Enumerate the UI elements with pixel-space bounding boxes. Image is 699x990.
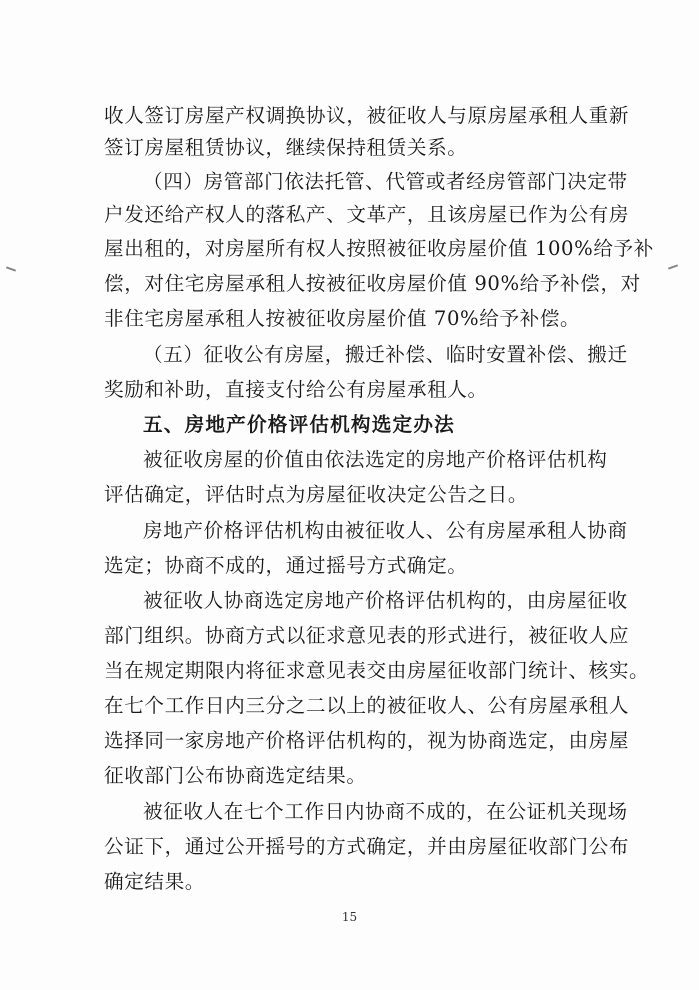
text-line: 奖励和补助，直接支付给公有房屋承租人。	[104, 378, 488, 401]
text-line: 征收部门公布协商选定结果。	[104, 764, 367, 787]
text-line: 部门组织。协商方式以征求意见表的形式进行，被征收人应	[104, 624, 630, 647]
text-line: 房地产价格评估机构由被征收人、公有房屋承租人协商	[143, 519, 628, 542]
text-line: 偿，对住宅房屋承租人按被征收房屋价值 90%给予补偿，对	[104, 272, 641, 295]
text-line: 选定；协商不成的，通过摇号方式确定。	[104, 554, 468, 577]
scan-mark	[6, 266, 16, 271]
text-line: 被征收人协商选定房地产价格评估机构的，由房屋征收	[143, 589, 628, 612]
text-line: 选择同一家房地产价格评估机构的，视为协商选定，由房屋	[104, 729, 630, 752]
text-line: 签订房屋租赁协议，继续保持租赁关系。	[104, 136, 468, 159]
section-heading: 五、房地产价格评估机构选定办法	[143, 413, 455, 436]
text-line: （四）房管部门依法托管、代管或者经房管部门决定带	[143, 170, 628, 193]
text-line: 户发还给产权人的落私产、文革产，且该房屋已作为公有房	[104, 203, 630, 226]
text-line: 当在规定期限内将征求意见表交由房屋征收部门统计、核实。	[104, 659, 650, 682]
text-line: 被征收房屋的价值由依法选定的房地产价格评估机构	[143, 448, 608, 471]
text-line: 确定结果。	[104, 870, 205, 893]
scan-mark	[668, 264, 678, 269]
text-line: 公证下，通过公开摇号的方式确定，并由房屋征收部门公布	[104, 835, 630, 858]
text-line: 评估确定，评估时点为房屋征收决定公告之日。	[104, 483, 529, 506]
text-line: 非住宅房屋承租人按被征收房屋价值 70%给予补偿。	[104, 307, 581, 330]
text-line: 屋出租的，对房屋所有权人按照被征收房屋价值 100%给予补	[104, 237, 654, 260]
text-line: 被征收人在七个工作日内协商不成的，在公证机关现场	[143, 800, 628, 823]
text-line: （五）征收公有房屋，搬迁补偿、临时安置补偿、搬迁	[143, 343, 628, 366]
page-number: 15	[341, 910, 358, 924]
text-line: 收人签订房屋产权调换协议，被征收人与原房屋承租人重新	[104, 104, 630, 127]
text-line: 在七个工作日内三分之二以上的被征收人、公有房屋承租人	[104, 694, 630, 717]
